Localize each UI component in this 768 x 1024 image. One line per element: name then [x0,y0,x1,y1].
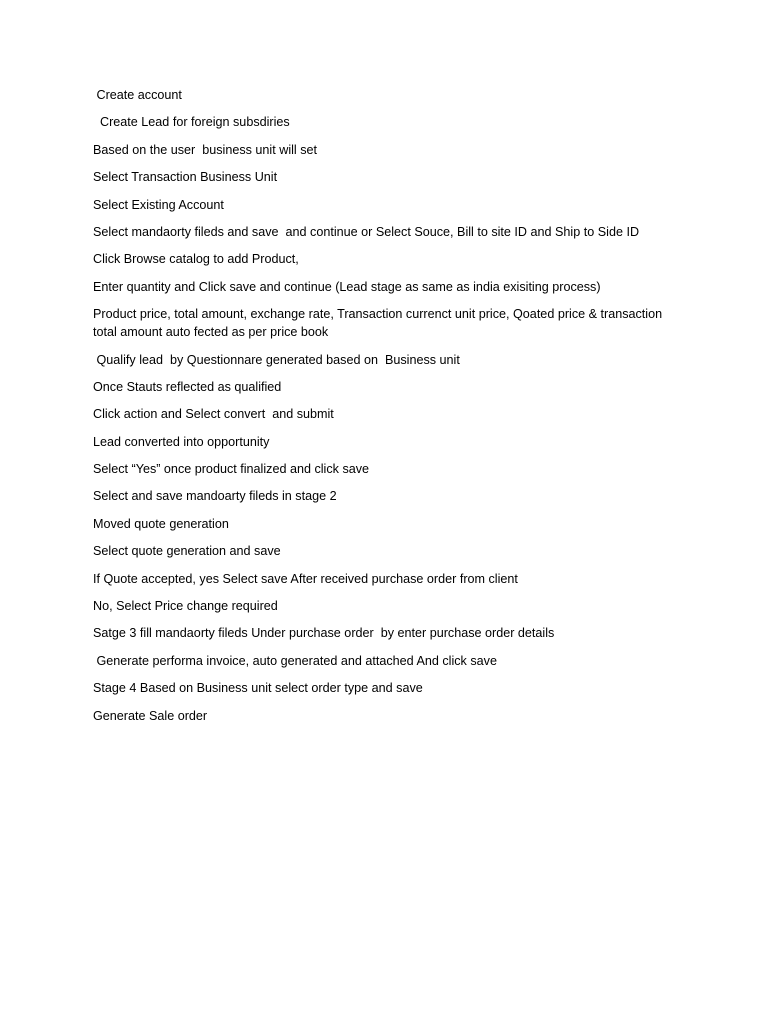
paragraph-stage-4: Stage 4 Based on Business unit select order type and save [93,681,423,696]
paragraph-browse-catalog: Click Browse catalog to add Product, [93,252,299,267]
paragraph-select-mandatory-fields: Select mandaorty fileds and save and continue or Select Souce, Bill to site ID and Ship to Side ID [93,224,640,239]
paragraph-select-yes: Select “Yes” once product finalized and click save [93,462,370,477]
paragraph-quote-generation-save: Select quote generation and save [93,544,281,559]
paragraph-moved-quote: Moved quote generation [93,516,229,531]
paragraph-lead-converted: Lead converted into opportunity [93,434,270,449]
paragraph-convert-submit: Click action and Select convert and submit [93,407,334,422]
paragraph-stage-3: Satge 3 fill mandaorty fileds Under purchase order by enter purchase order details [93,626,555,641]
paragraph-select-existing-account: Select Existing Account [93,197,224,212]
paragraph-price-change: No, Select Price change required [93,599,278,614]
paragraph-performa-invoice: Generate performa invoice, auto generated and attached And click save [93,653,497,668]
paragraph-business-unit-set: Based on the user business unit will set [93,142,318,157]
paragraph-generate-sale-order: Generate Sale order [93,708,208,723]
document-body [93,86,666,734]
paragraph-status-qualified: Once Stauts reflected as qualified [93,379,282,394]
paragraph-product-price: Product price, total amount, exchange rate, Transaction currenct unit price, Qoated price & transaction total amount auto fected as per price book [93,307,666,340]
paragraph-create-lead: Create Lead for foreign subsdiries [93,115,290,130]
paragraph-enter-quantity: Enter quantity and Click save and continue (Lead stage as same as india exisiting process) [93,279,601,294]
paragraph-stage-2: Select and save mandoarty fileds in stage 2 [93,489,337,504]
paragraph-create-account: Create account [93,88,182,102]
paragraph-qualify-lead: Qualify lead by Questionnare generated based on Business unit [93,352,460,367]
paragraph-quote-accepted: If Quote accepted, yes Select save After received purchase order from client [93,571,518,586]
paragraph-select-transaction-bu: Select Transaction Business Unit [93,170,278,185]
